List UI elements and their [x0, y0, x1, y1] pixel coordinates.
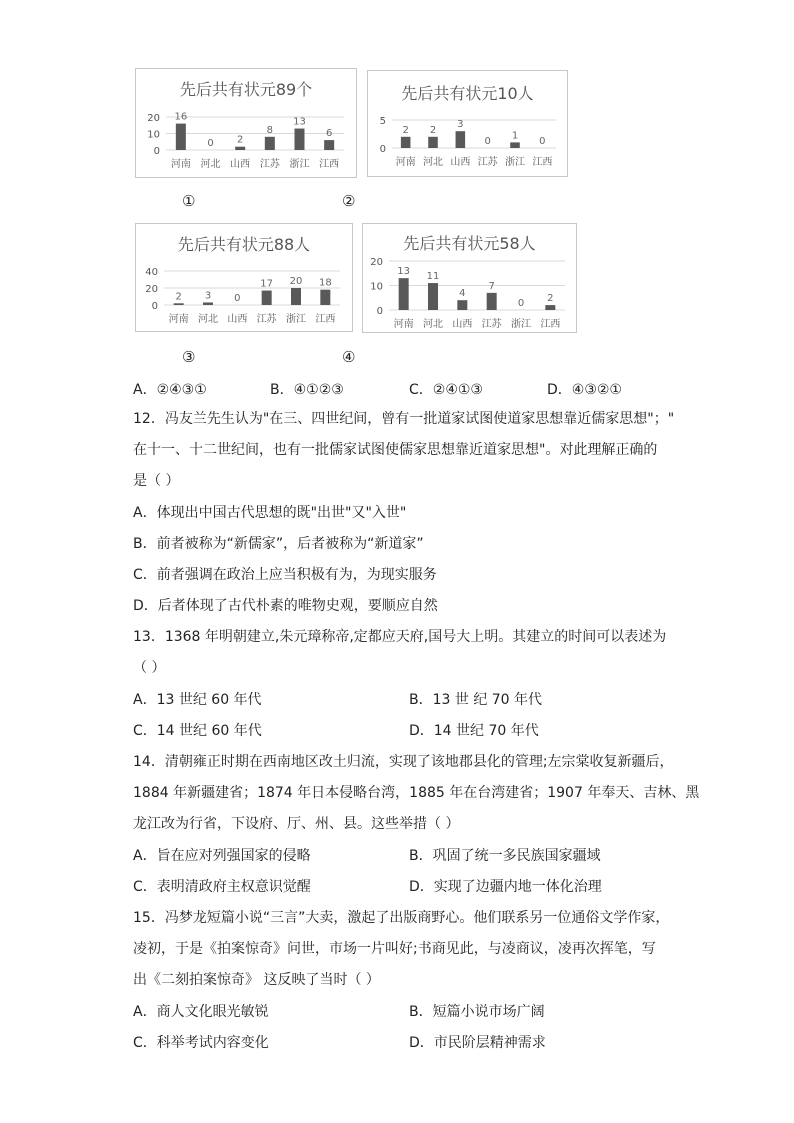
chart-title: 先后共有状元58人 [403, 234, 536, 253]
data-label: 0 [207, 138, 214, 149]
bar [291, 288, 301, 305]
q12-option-d[interactable]: D．后者体现了古代朴素的唯物史观，要顺应自然 [133, 598, 438, 614]
data-label: 11 [426, 271, 440, 283]
data-label: 0 [517, 298, 525, 309]
q13-option-b[interactable]: B．13 世 纪 70 年代 [409, 692, 543, 708]
chart-marker-1: ① [182, 192, 196, 210]
chart-marker-3: ③ [182, 348, 196, 366]
bar [487, 293, 497, 310]
q11-option-b[interactable]: B．④①②③ [270, 382, 344, 398]
bar [401, 137, 411, 148]
data-label: 2 [429, 124, 437, 136]
chart-1 [135, 68, 357, 178]
chart-title: 先后共有状元89个 [179, 80, 313, 99]
data-label: 0 [234, 293, 241, 304]
data-label: 13 [293, 116, 306, 128]
data-label: 16 [174, 111, 188, 123]
category-label: 山西 [452, 319, 473, 330]
q12-stem-line-3: 是（ ） [133, 473, 180, 489]
q14-option-c[interactable]: C．表明清政府主权意识觉醒 [133, 879, 311, 895]
category-label: 浙江 [511, 319, 531, 330]
bar [174, 303, 184, 305]
q12-option-c[interactable]: C．前者强调在政治上应当积极有为，为现实服务 [133, 567, 437, 583]
y-tick-label: 10 [370, 281, 383, 293]
q14-option-a[interactable]: A．旨在应对列强国家的侵略 [133, 848, 311, 864]
category-label: 河北 [198, 314, 218, 325]
y-tick-label: 0 [153, 146, 160, 157]
q12-stem-line-1: 12．冯友兰先生认为"在三、四世纪间，曾有一批道家试图使道家思想靠近儒家思想"；" [133, 411, 675, 427]
bar [320, 290, 330, 305]
bar [399, 278, 409, 310]
bar [203, 302, 213, 305]
category-label: 河南 [170, 159, 191, 170]
category-label: 河北 [423, 157, 443, 168]
q13-option-c[interactable]: C．14 世纪 60 年代 [133, 723, 262, 739]
data-label: 2 [547, 293, 554, 305]
q14-stem-line-3: 龙江改为行省，下设府、厅、州、县。这些举措（ ） [133, 816, 460, 832]
data-label: 2 [236, 134, 244, 146]
data-label: 0 [539, 136, 546, 147]
q15-option-d[interactable]: D．市民阶层精神需求 [409, 1035, 546, 1051]
q15-option-a[interactable]: A．商人文化眼光敏锐 [133, 1004, 269, 1020]
y-tick-label: 20 [370, 257, 383, 268]
data-label: 6 [325, 128, 333, 140]
category-label: 浙江 [286, 314, 306, 325]
category-label: 江西 [540, 319, 561, 330]
category-label: 浙江 [289, 159, 310, 170]
y-tick-label: 10 [147, 129, 160, 141]
bar [428, 137, 438, 148]
data-label: 13 [397, 266, 411, 278]
q14-option-d[interactable]: D．实现了边疆内地一体化治理 [409, 879, 602, 895]
chart-title: 先后共有状元88人 [177, 235, 311, 254]
q11-option-c[interactable]: C．②④①③ [409, 382, 483, 398]
data-label: 4 [459, 288, 466, 300]
bar [545, 305, 555, 310]
data-label: 3 [204, 290, 212, 302]
q12-option-b[interactable]: B．前者被称为“新儒家”，后者被称为“新道家” [133, 536, 424, 552]
q14-stem-line-2: 1884 年新疆建省；1874 年日本侵略台湾，1885 年在台湾建省；1907 年奉天、吉林、黑 [133, 785, 700, 801]
category-label: 江苏 [481, 319, 502, 330]
q15-option-c[interactable]: C．科举考试内容变化 [133, 1035, 269, 1051]
q11-option-d[interactable]: D．④③②① [547, 382, 622, 398]
q13-stem-line-2: （ ） [133, 660, 166, 676]
q15-stem-line-2: 凌初，于是《拍案惊奇》问世，市场一片叫好;书商见此，与凌商议，凌再次挥笔，写 [133, 941, 656, 957]
bar-chart-svg [136, 224, 352, 331]
q13-option-d[interactable]: D．14 世纪 70 年代 [409, 723, 539, 739]
category-label: 江苏 [477, 157, 498, 168]
y-tick-label: 0 [151, 301, 158, 312]
chart-marker-4: ④ [342, 348, 356, 366]
category-label: 江苏 [259, 159, 280, 170]
bar-chart-svg [136, 69, 356, 177]
category-label: 浙江 [505, 157, 525, 168]
chart-3 [135, 223, 353, 332]
q15-option-b[interactable]: B．短篇小说市场广阔 [409, 1004, 545, 1020]
y-tick-label: 5 [379, 116, 386, 127]
data-label: 3 [457, 119, 464, 131]
q12-option-a[interactable]: A．体现出中国古代思想的既"出世"又"入世" [133, 505, 407, 521]
category-label: 山西 [450, 157, 471, 168]
q13-stem-line-1: 13．1368 年明朝建立,朱元璋称帝,定都应天府,国号大上明。其建立的时间可以表述为 [133, 629, 667, 645]
chart-2 [367, 70, 568, 177]
q15-stem-line-1: 15．冯梦龙短篇小说“三言”大卖，激起了出版商野心。他们联系另一位通俗文学作家， [133, 910, 670, 926]
data-label: 2 [175, 291, 182, 303]
y-tick-label: 0 [376, 306, 383, 317]
bar-chart-svg [368, 71, 567, 176]
data-label: 2 [402, 124, 409, 136]
category-label: 江西 [315, 314, 336, 325]
data-label: 18 [318, 277, 332, 289]
bar [428, 283, 438, 310]
category-label: 河南 [395, 157, 416, 168]
data-label: 0 [484, 136, 491, 147]
category-label: 河南 [168, 314, 189, 325]
bar [324, 140, 334, 150]
bar [295, 129, 305, 150]
category-label: 河北 [423, 319, 443, 330]
q14-stem-line-1: 14．清朝雍正时期在西南地区改土归流，实现了该地郡县化的管理;左宗棠收复新疆后， [133, 754, 674, 770]
q15-stem-line-3: 出《二刻拍案惊奇》 这反映了当时（ ） [133, 972, 380, 988]
bar [176, 124, 186, 150]
y-tick-label: 20 [145, 284, 158, 295]
category-label: 河南 [393, 319, 414, 330]
bar [457, 300, 467, 310]
chart-title: 先后共有状元10人 [401, 84, 534, 103]
bar [235, 147, 245, 150]
y-tick-label: 40 [145, 267, 158, 278]
bar [510, 142, 520, 148]
q13-option-a[interactable]: A．13 世纪 60 年代 [133, 692, 262, 708]
category-label: 山西 [230, 159, 251, 170]
category-label: 河北 [200, 159, 221, 170]
y-tick-label: 0 [379, 144, 386, 155]
data-label: 17 [260, 278, 274, 290]
y-tick-label: 20 [147, 113, 160, 124]
bar [265, 137, 275, 150]
q12-stem-line-2: 在十一、十二世纪间，也有一批儒家试图使儒家思想靠近道家思想"。对此理解正确的 [133, 442, 658, 458]
chart-marker-2: ② [342, 192, 356, 210]
data-label: 7 [488, 280, 495, 292]
category-label: 江苏 [256, 314, 277, 325]
q11-option-a[interactable]: A．②④③① [133, 382, 207, 398]
chart-4 [362, 223, 577, 333]
bar [262, 291, 272, 305]
data-label: 20 [289, 276, 303, 287]
data-label: 8 [266, 124, 274, 136]
data-label: 1 [511, 130, 519, 142]
category-label: 山西 [227, 314, 248, 325]
category-label: 江西 [532, 157, 553, 168]
bar [456, 131, 466, 148]
q14-option-b[interactable]: B．巩固了统一多民族国家疆域 [409, 848, 601, 864]
bar-chart-svg [363, 224, 576, 332]
category-label: 江西 [319, 159, 340, 170]
